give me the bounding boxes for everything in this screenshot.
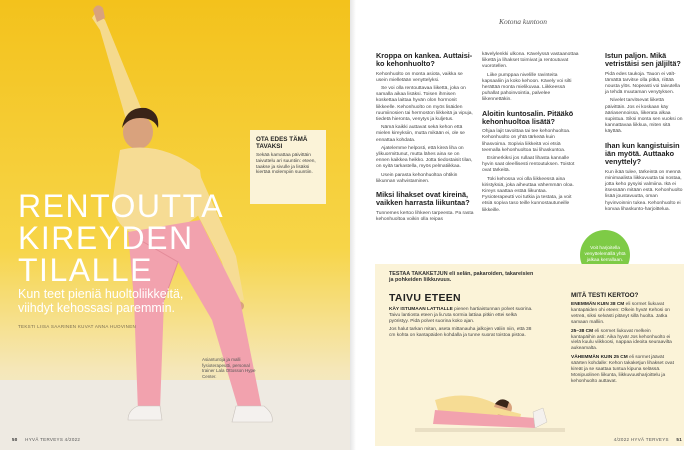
test-panel [375, 264, 684, 446]
result-2-label: 25–38 CM [571, 328, 594, 334]
body-paragraph: kävelylenkki ulkona. Kävelyssä vastaanottaa liikettä ja lihakset toimivat ja rentoutuvat vuorotellen. [482, 52, 579, 70]
result-3-label: VÄHEMMÄN KUIN 25 CM [571, 355, 628, 361]
tip-badge: Voit harjoitella venyttelemällä yhtä jalkaa kerrallaan. [580, 230, 630, 280]
result-2-text: eli sormet liukuvat melkein kantapäihin asti: Aika hyvä! Jos kehonhuolto ei vielä kuulu viikkoosi, nappaa ideoita seuraavilta aukeamalta. [571, 328, 672, 352]
page-number-right: 51 [676, 437, 682, 442]
question-heading: Istun paljon. Mikä vetristäisi sen jäljiltä? [605, 51, 681, 69]
body-paragraph: Tunnemes kertoo lihkeen tarpeesta. Pa rasta kehonhuoltoa voikin olla reipas [376, 210, 474, 222]
section-label: Kotona kuntoon [498, 17, 548, 26]
body-paragraph: Nivelet tarvitsevat liikettä päivittäin. Jos ei koskaan käy ääriasennoissa, liikerata alkaa supistua. Siksi monta sen vuoksi on kannattavaa liikkua, miten sitä käyttää. [605, 98, 683, 135]
headline-line-2: KIREYDEN [18, 220, 194, 256]
instruction-lead: pienen hartiaistunnan polvet suorina. Taivu lantiosta eteen ja liu'uta sormia lattiaa pitkin ettei selkä pyöristyy. Pidä polvet suorina koko ajan. [389, 307, 533, 324]
body-paragraph: Ajatelemme helposti, että kireä liha on ylikuormittunut, mutta lähes aina se on ennen kaikkea heikko. Jotta tiedostaisit tilan, on syitä tarkastella, myös pelmatiikkaa. [376, 145, 473, 170]
body-paragraph: Ohjaa lajit tavoittaa tai tee kehonhuoltoa. Kehonhuolto on yhtä tärkeää kuin lihasvoima. Sopivia liikkeitä voi etsiä teemalla kehonhuoltoa tai lihaskuntoa. [482, 129, 571, 153]
tip-box-title: OTA EDES TÄMÄ TAVAKSI [256, 136, 308, 150]
question-heading: Ihan kun kangistuisin iän myötä. Auttaako venyttely? [605, 140, 680, 167]
folio-text-right: 4/2022 HYVÄ TERVEYS [613, 437, 669, 442]
instruction-lead-bold: KÄY ISTUMAAN LATTIALLE [389, 307, 453, 312]
tip-box [250, 130, 326, 204]
lead-text: Kun teet pieniä huoltoliikkeitä, viihdyt kehossasi paremmin. [18, 287, 184, 315]
body-paragraph: Usein parasta kehonhuoltoa ohtikin liikunnan vahvistaminen. [376, 172, 458, 184]
question-heading: Aloitin kuntosalin. Pitääkö kehonhuoltoa lisätä? [482, 108, 574, 126]
result-1-label: ENEMMÄN KUIN 38 CM [571, 302, 625, 307]
column-1 [376, 52, 474, 225]
body-paragraph: Kehonhuolto on monta asiota, vaikka se usein mielletään venyttelyksi. [376, 71, 463, 83]
result-1-text: eli sormet liukuvat kantapäiden ohi eteen: Olkein hyvä! Kehosi on vetreä, siksi selvästi pitänyt sillä huolta. Jatka samaan malliin. [571, 302, 670, 325]
photo-caption: Asiantuntija ja malli fysioterapeutti, personal trainer Lala Ottosson Hype Center. [202, 357, 256, 379]
tip-box-text: Sekää kamattaa päivittäin taivuttelu ari suuntiin: eteen, taakse ja sivulle ja lisäksi kiertää molempiin suuntiin. [256, 153, 316, 176]
headline-line-1: RENTOUTTA [18, 188, 225, 224]
body-paragraph: Toki kehossa voi olla liikkeessä aina kiristyksiä, joka aiheuttaa vähemmän oloa. Kireys saattaa estää liikuntaa. Fysioterapeutti voi tutkia ja testata, ja voit etsiä sopiva taso teille kunnostautuneille liikkeille. [482, 176, 574, 213]
body-paragraph: Liike pumppaa nivelille ravinteita kapsaaliin ja koko kehoon. Kävely voi silti herättää monta mielikuvaa. Liikkeessä puhallat pahoinvointia, palvelee liikennettäkin. [482, 72, 572, 103]
instruction-paragraph: Jos halut tarkan mitan, aseta mittanauha jalkojen väliin niin, että 38 cm kohta on kantapäiden kohdalla ja tunne suorat toistoa pistoa. [389, 326, 532, 338]
question-heading: Kroppa on kankea. Auttaisi-ko kehonhuolto? [376, 51, 473, 69]
question-heading: Miksi lihakset ovat kireinä, vaikken harrasta liikuntaa? [376, 190, 470, 208]
panel-intro: TESTAA TAKAKETJUN eli selän, pakaroiden, takareisien ja pohkeiden liikkuvuus. [389, 271, 534, 284]
result-3-text: eli sormet jäävät säärten kohdalle: Kehon takaketjun lihakset ovat kireät ja se saattaa tuntua kipuna selässä. Monipuolinen liikunta, liikkuvuusharjoittelu ja kehonhuolto auttavat. [571, 355, 674, 384]
body-paragraph: Se voi olla rentouttavaa liikettä, joka on samalla aikaa lisäksi. Toisen ihmisen koskettaa laittaa hyvän olon hormonit liikkeelle. Kehonhuolto on myös lisäiden ruumiinosien tai hermoston liikkeitä ja vipuja, tiedetä hieronta, venytys ja kuljetus. [376, 86, 473, 123]
results-title: MITÄ TESTI KERTOO? [571, 292, 639, 299]
woman-forward-fold-photo [375, 314, 565, 446]
panel-title: TAIVU ETEEN [389, 292, 461, 304]
body-paragraph: Nämä kaikki auttavat sekä kehon että mielen kireyksiin, mutta mikään ei, ole se ennattaa kohdata. [376, 125, 465, 143]
right-folio [614, 437, 682, 442]
headline-line-3: TILALLE [18, 252, 154, 288]
column-2 [482, 52, 580, 216]
body-paragraph: Kun ikää tulee, tärkeintä on mennä minimaalista liikkuvuutta tai nostaa, jotta keho pysyisi valmiina. Ikä ei itsessään mitään estä. Kehonhuolto lisää joustavuutta, oman hyvinvoinnin tukea. Kehonhuolto ei korvaa lihaskunto-harjoittelua. [605, 169, 683, 212]
byline: TEKSTI LIISA SAARINEN KUVAT ANNA HUOVINEN [18, 324, 137, 329]
body-paragraph: Pidä edes taukoja. Tauon ei vält-tämättä tarvitse olla pitkä, riittää nousta ylös. Nopeasti voi taivutella ja tehdä muutaman venytyksen. [605, 71, 681, 96]
test-results [571, 292, 675, 388]
left-folio [12, 437, 80, 442]
folio-text-left: HYVÄ TERVEYS 4/2022 [25, 437, 81, 442]
page-headline [18, 190, 224, 286]
right-page [350, 0, 696, 450]
body-paragraph: Esimerkiksi jos rullaat lihasta kannalle hyvin saat oleellisesti rentoutuksen. Toistot ovat tärkeitä. [482, 156, 575, 174]
page-number-left: 50 [12, 437, 18, 442]
column-3 [605, 52, 683, 215]
